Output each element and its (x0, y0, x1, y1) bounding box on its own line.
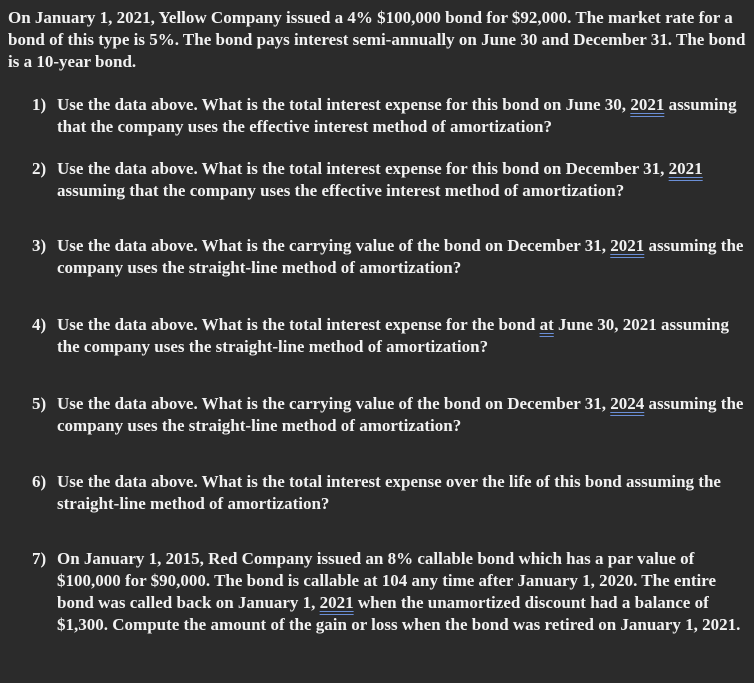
question-number: 4) (32, 315, 47, 334)
underlined-term: 2024 (610, 394, 645, 413)
question-text-continued: assuming that the company uses the effective interest method of amortization? (57, 181, 625, 200)
question-number: 6) (32, 472, 47, 491)
question-3 (32, 235, 744, 279)
question-number: 1) (32, 95, 47, 114)
underlined-term: 2021 (319, 593, 354, 612)
question-text: On January 1, 2015, Red Company issued an 8% callable bond which has a par value of $100,000 for $90,000. The bond is callable at 104 any time after January 1, 2020. The entire bond was called back on January 1, (57, 549, 717, 612)
question-text-continued: assuming the company uses the straight-line method of amortization? (57, 236, 744, 277)
question-number: 7) (32, 549, 47, 568)
question-text: Use the data above. What is the carrying value of the bond on December 31, (57, 394, 611, 413)
question-text-continued: when the unamortized discount had a balance of $1,300. Compute the amount of the gain or loss when the bond was retired on January 1, 2021. (57, 593, 741, 634)
question-2 (32, 158, 744, 202)
question-text-continued: June 30, 2021 assuming the company uses the straight-line method of amortization? (57, 315, 730, 356)
question-1 (32, 94, 744, 138)
question-text: Use the data above. What is the total interest expense for this bond on June 30, (57, 95, 631, 114)
question-6 (32, 471, 744, 515)
question-number: 2) (32, 159, 47, 178)
underlined-term: 2021 (630, 95, 665, 114)
question-text: Use the data above. What is the carrying value of the bond on December 31, (57, 236, 611, 255)
underlined-term: at (539, 315, 554, 334)
question-text: Use the data above. What is the total interest expense for this bond on December 31, (57, 159, 669, 178)
question-text: Use the data above. What is the total interest expense for the bond (57, 315, 540, 334)
question-4 (32, 314, 744, 358)
intro-paragraph: On January 1, 2021, Yellow Company issued a 4% $100,000 bond for $92,000. The market rate for a bond of this type is 5%. The bond pays interest semi-annually on June 30 and December 31. The bond is a 10-year bond. (8, 8, 746, 71)
question-text-continued: assuming the company uses the straight-line method of amortization? (57, 394, 744, 435)
question-number: 5) (32, 394, 47, 413)
question-7 (32, 548, 744, 636)
underlined-term: 2021 (668, 159, 703, 178)
question-text: Use the data above. What is the total interest expense over the life of this bond assuming the straight-line method of amortization? (57, 472, 721, 513)
question-5 (32, 393, 744, 437)
underlined-term: 2021 (610, 236, 645, 255)
question-text-continued: assuming that the company uses the effective interest method of amortization? (57, 95, 737, 136)
question-number: 3) (32, 236, 47, 255)
